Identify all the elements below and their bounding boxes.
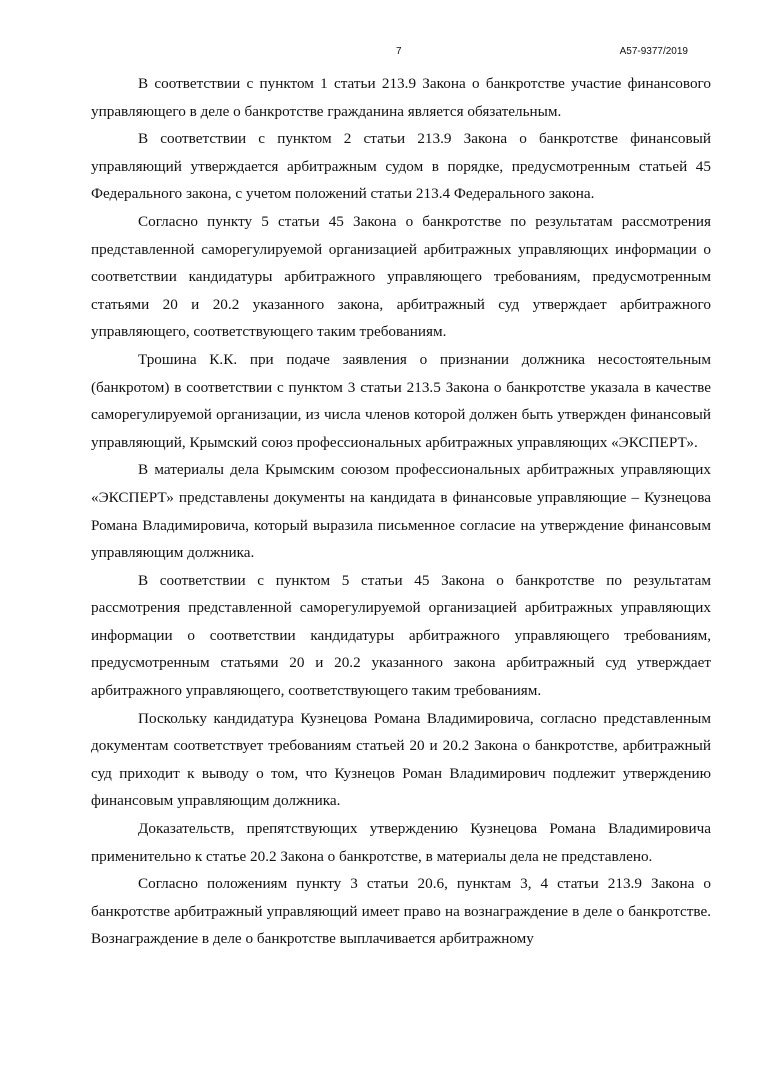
- paragraph: В соответствии с пунктом 1 статьи 213.9 Закона о банкротстве участие финансового управляющего в деле о банкротстве гражданина является обязательным.: [91, 75, 711, 120]
- paragraph: В соответствии с пунктом 2 статьи 213.9 Закона о банкротстве финансовый управляющий утверждается арбитражным судом в порядке, предусмотренным статьей 45 Федерального закона, с учетом положений статьи 213.4 Федерального закона.: [91, 130, 711, 203]
- page-header: [0, 46, 764, 62]
- paragraph: Согласно пункту 5 статьи 45 Закона о банкротстве по результатам рассмотрения представленной саморегулируемой организацией арбитражных управляющих информации о соответствии кандидатуры арбитражного управляющего требованиям, предусмотренным статьями 20 и 20.2 указанного закона, арбитражный суд утверждает арбитражного управляющего, соответствующего таким требованиям.: [91, 212, 711, 341]
- paragraph: Поскольку кандидатура Кузнецова Романа Владимировича, согласно представленным документам соответствует требованиям статьей 20 и 20.2 Закона о банкротстве, арбитражный суд приходит к выводу о том, что Кузнецов Роман Владимирович подлежит утверждению финансовым управляющим должника.: [91, 709, 711, 810]
- paragraph: В соответствии с пунктом 5 статьи 45 Закона о банкротстве по результатам рассмотрения представленной саморегулируемой организацией арбитражных управляющих информации о соответствии кандидатуры арбитражного управляющего требованиям, предусмотренным статьями 20 и 20.2 указанного закона арбитражный суд утверждает арбитражного управляющего, соответствующего таким требованиям.: [91, 571, 711, 700]
- paragraph: В материалы дела Крымским союзом профессиональных арбитражных управляющих «ЭКСПЕРТ» представлены документы на кандидата в финансовые управляющие – Кузнецова Романа Владимировича, который выразила письменное согласие на утверждение финансовым управляющим должника.: [91, 461, 711, 562]
- document-body: [91, 70, 711, 953]
- case-number: А57-9377/2019: [619, 46, 688, 57]
- paragraph: Доказательств, препятствующих утверждению Кузнецова Романа Владимировича применительно к статье 20.2 Закона о банкротстве, в материалы дела не представлено.: [91, 820, 711, 865]
- paragraph: Трошина К.К. при подаче заявления о признании должника несостоятельным (банкротом) в соответствии с пунктом 3 статьи 213.5 Закона о банкротстве указала в качестве саморегулируемой организации, из числа членов которой должен быть утвержден финансовый управляющий, Крымский союз профессиональных арбитражных управляющих «ЭКСПЕРТ».: [91, 350, 711, 451]
- paragraph: Согласно положениям пункту 3 статьи 20.6, пунктам 3, 4 статьи 213.9 Закона о банкротстве арбитражный управляющий имеет право на вознаграждение в деле о банкротстве. Вознаграждение в деле о банкротстве выплачивается арбитражному: [91, 875, 711, 948]
- page-number: 7: [396, 46, 402, 57]
